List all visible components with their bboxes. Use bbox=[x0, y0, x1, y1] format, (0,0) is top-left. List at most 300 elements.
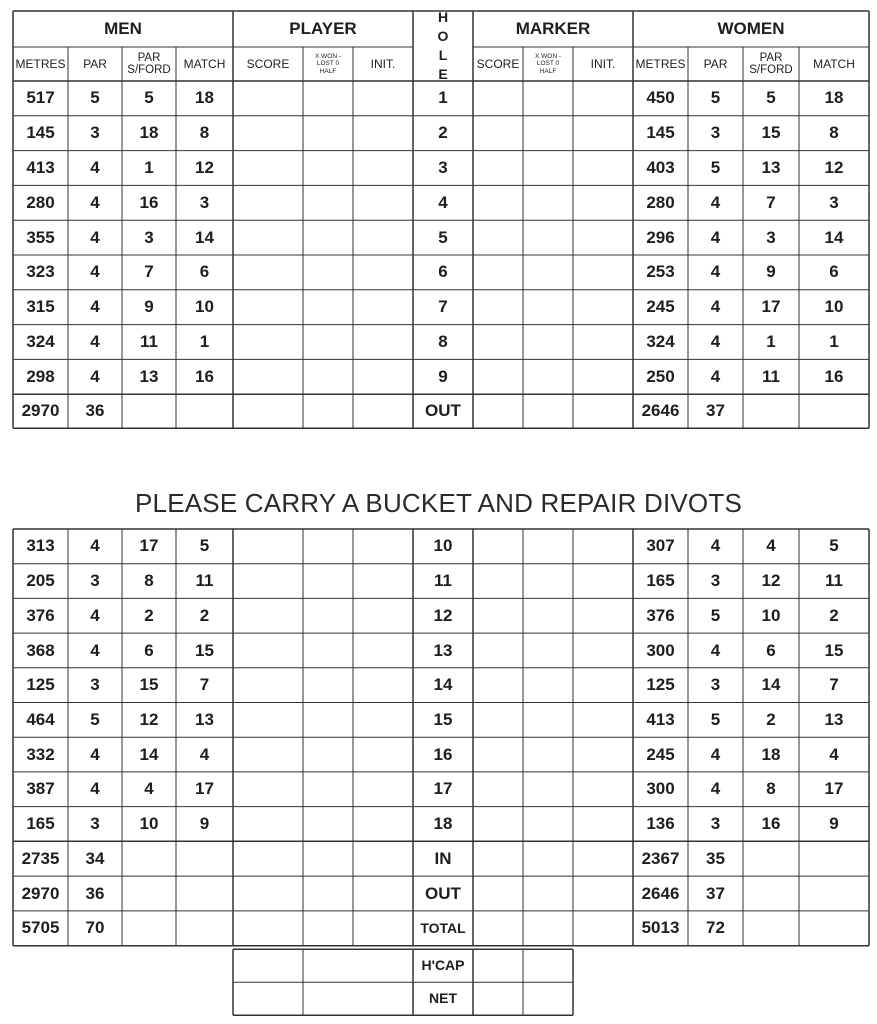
hole-header-letter: H bbox=[437, 9, 449, 26]
marker-init-cell[interactable] bbox=[573, 325, 633, 360]
women-match-cell: 17 bbox=[824, 779, 844, 799]
men-match-cell bbox=[176, 911, 233, 946]
men-metres-cell: 5705 bbox=[21, 918, 60, 938]
player-xwl-cell[interactable] bbox=[303, 394, 353, 428]
women-par-header: PAR bbox=[703, 56, 728, 71]
women-par-sford-cell: 3 bbox=[766, 227, 776, 247]
women-metres-cell: 250 bbox=[646, 366, 675, 386]
men-match-cell: 14 bbox=[195, 227, 214, 247]
men-par-header: PAR bbox=[83, 56, 107, 71]
player-xwl-cell[interactable] bbox=[303, 359, 353, 394]
women-metres-cell: 253 bbox=[646, 262, 675, 282]
women-par-sford-cell: 7 bbox=[766, 192, 776, 212]
player-xwl-cell[interactable] bbox=[303, 876, 353, 911]
marker-score-header: SCORE bbox=[476, 56, 520, 71]
hole-number-cell: 17 bbox=[433, 779, 453, 799]
men-match-cell: 4 bbox=[199, 744, 210, 764]
marker-score-cell[interactable] bbox=[473, 841, 523, 876]
men-match-cell: 3 bbox=[199, 192, 210, 212]
women-par-cell: 3 bbox=[710, 675, 721, 695]
player-init-cell[interactable] bbox=[353, 633, 413, 668]
player-xwl-header: X WON - LOST 0 HALF bbox=[315, 52, 341, 75]
women-par-sford-cell: 6 bbox=[766, 640, 776, 660]
men-par-cell: 3 bbox=[90, 123, 100, 143]
men-par-cell: 36 bbox=[85, 883, 105, 903]
player-init-cell[interactable] bbox=[353, 290, 413, 325]
men-match-cell: 17 bbox=[195, 779, 214, 799]
player-init-cell[interactable] bbox=[353, 564, 413, 599]
player-init-cell[interactable] bbox=[353, 529, 413, 564]
men-par-cell: 4 bbox=[90, 192, 100, 212]
marker-init-cell[interactable] bbox=[573, 876, 633, 911]
player-net-extra-cell[interactable] bbox=[303, 982, 353, 1015]
men-par-sford-cell: 6 bbox=[144, 640, 154, 660]
women-metres-cell: 245 bbox=[646, 297, 675, 317]
men-metres-cell: 2970 bbox=[21, 883, 60, 903]
player-score-header: SCORE bbox=[246, 56, 290, 71]
player-score-cell[interactable] bbox=[233, 290, 303, 325]
player-init-cell[interactable] bbox=[353, 703, 413, 738]
marker-xwl-header: X WON - LOST 0 HALF bbox=[535, 52, 561, 75]
player-xwl-cell[interactable] bbox=[303, 151, 353, 186]
hole-number-cell: 7 bbox=[438, 297, 448, 317]
women-metres-cell: 280 bbox=[646, 192, 675, 212]
player-init-cell[interactable] bbox=[353, 807, 413, 842]
marker-score-cell[interactable] bbox=[473, 703, 523, 738]
marker-score-cell[interactable] bbox=[473, 807, 523, 842]
player-header: PLAYER bbox=[289, 19, 357, 39]
player-xwl-cell[interactable] bbox=[303, 185, 353, 220]
marker-score-cell[interactable] bbox=[473, 564, 523, 599]
hole-number-cell: 9 bbox=[438, 366, 448, 386]
women-par-cell: 3 bbox=[710, 123, 721, 143]
marker-init-cell[interactable] bbox=[573, 151, 633, 186]
marker-init-header: INIT. bbox=[590, 56, 616, 71]
women-metres-cell: 5013 bbox=[641, 918, 680, 938]
men-par-cell: 4 bbox=[90, 297, 100, 317]
player-xwl-cell[interactable] bbox=[303, 911, 353, 946]
marker-xwl-cell[interactable] bbox=[523, 564, 573, 599]
marker-xwl-cell[interactable] bbox=[523, 598, 573, 633]
player-xwl-cell[interactable] bbox=[303, 841, 353, 876]
men-par-sford-cell: 1 bbox=[144, 158, 154, 178]
women-metres-cell: 2646 bbox=[641, 883, 680, 903]
men-par-sford-cell: 4 bbox=[144, 779, 154, 799]
women-par-sford-cell bbox=[743, 841, 799, 876]
marker-init-cell[interactable] bbox=[573, 564, 633, 599]
men-metres-cell: 2970 bbox=[21, 401, 60, 421]
player-xwl-cell[interactable] bbox=[303, 290, 353, 325]
player-score-cell[interactable] bbox=[233, 220, 303, 255]
men-par-cell: 3 bbox=[90, 675, 100, 695]
player-net-score-cell[interactable] bbox=[233, 982, 303, 1015]
player-xwl-cell[interactable] bbox=[303, 737, 353, 772]
hole-number-cell: 3 bbox=[438, 158, 448, 178]
marker-score-cell[interactable] bbox=[473, 255, 523, 290]
men-metres-cell: 324 bbox=[26, 332, 55, 352]
marker-xwl-cell[interactable] bbox=[523, 394, 573, 428]
marker-init-cell[interactable] bbox=[573, 668, 633, 703]
women-par-sford-cell: 11 bbox=[762, 366, 780, 386]
marker-init-cell[interactable] bbox=[573, 529, 633, 564]
player-init-cell[interactable] bbox=[353, 598, 413, 633]
men-metres-cell: 145 bbox=[26, 123, 55, 143]
hole-number-cell: 15 bbox=[433, 709, 453, 729]
men-match-cell: 8 bbox=[199, 123, 210, 143]
marker-score-cell[interactable] bbox=[473, 151, 523, 186]
women-par-cell: 72 bbox=[706, 918, 725, 938]
men-par-sford-cell: 5 bbox=[144, 88, 154, 108]
marker-init-cell[interactable] bbox=[573, 633, 633, 668]
marker-xwl-cell[interactable] bbox=[523, 185, 573, 220]
marker-init-cell[interactable] bbox=[573, 737, 633, 772]
player-score-cell[interactable] bbox=[233, 633, 303, 668]
women-match-cell: 16 bbox=[824, 366, 844, 386]
player-init-cell[interactable] bbox=[353, 325, 413, 360]
men-par-cell: 4 bbox=[90, 332, 100, 352]
player-score-cell[interactable] bbox=[233, 81, 303, 116]
marker-init-cell[interactable] bbox=[573, 703, 633, 738]
player-init-cell[interactable] bbox=[353, 151, 413, 186]
marker-xwl-cell[interactable] bbox=[523, 325, 573, 360]
men-match-cell: 13 bbox=[195, 709, 214, 729]
marker-xwl-cell[interactable] bbox=[523, 255, 573, 290]
marker-score-cell[interactable] bbox=[473, 359, 523, 394]
men-par-cell: 4 bbox=[90, 536, 100, 556]
marker-init-cell[interactable] bbox=[573, 359, 633, 394]
women-par-sford-cell: 4 bbox=[766, 536, 776, 556]
player-xwl-cell[interactable] bbox=[303, 633, 353, 668]
marker-init-cell[interactable] bbox=[573, 185, 633, 220]
women-par-cell: 5 bbox=[710, 158, 721, 178]
men-par-sford-cell bbox=[122, 911, 176, 946]
women-match-cell: 12 bbox=[824, 158, 844, 178]
marker-score-cell[interactable] bbox=[473, 598, 523, 633]
men-par-sford-cell: 7 bbox=[144, 262, 154, 282]
women-par-cell: 37 bbox=[706, 401, 725, 421]
women-match-cell: 3 bbox=[829, 192, 839, 212]
men-metres-cell: 332 bbox=[26, 744, 55, 764]
player-init-cell[interactable] bbox=[353, 911, 413, 946]
men-par-sford-cell: 15 bbox=[139, 675, 159, 695]
men-par-sford-cell bbox=[122, 876, 176, 911]
marker-init-cell[interactable] bbox=[573, 220, 633, 255]
women-par-sford-cell: 10 bbox=[761, 605, 781, 625]
marker-init-cell[interactable] bbox=[573, 116, 633, 151]
marker-xwl-cell[interactable] bbox=[523, 81, 573, 116]
men-metres-header: METRES bbox=[15, 56, 66, 71]
marker-score-cell[interactable] bbox=[473, 772, 523, 807]
player-xwl-cell[interactable] bbox=[303, 564, 353, 599]
marker-xwl-cell[interactable] bbox=[523, 841, 573, 876]
player-init-cell[interactable] bbox=[353, 668, 413, 703]
women-par-sford-cell: 12 bbox=[761, 571, 781, 591]
player-score-cell[interactable] bbox=[233, 598, 303, 633]
women-par-sford-cell: 5 bbox=[766, 88, 776, 108]
men-par-cell: 4 bbox=[90, 640, 100, 660]
player-score-cell[interactable] bbox=[233, 394, 303, 428]
men-par-sford-header: PAR S/FORD bbox=[127, 51, 171, 76]
player-init-cell[interactable] bbox=[353, 876, 413, 911]
marker-net-extra-cell[interactable] bbox=[523, 982, 573, 1015]
marker-hcap-extra-cell[interactable] bbox=[523, 949, 573, 982]
women-metres-cell: 300 bbox=[646, 779, 675, 799]
marker-init-cell[interactable] bbox=[573, 394, 633, 428]
men-match-cell bbox=[176, 876, 233, 911]
player-score-cell[interactable] bbox=[233, 737, 303, 772]
hole-header bbox=[413, 11, 473, 81]
women-metres-cell: 403 bbox=[646, 158, 675, 178]
hcap-label: H'CAP bbox=[421, 957, 465, 974]
marker-xwl-cell[interactable] bbox=[523, 772, 573, 807]
player-init-cell[interactable] bbox=[353, 359, 413, 394]
marker-hcap-score-cell[interactable] bbox=[473, 949, 523, 982]
player-xwl-cell[interactable] bbox=[303, 255, 353, 290]
women-par-sford-cell bbox=[743, 876, 799, 911]
women-metres-cell: 296 bbox=[646, 227, 675, 247]
player-init-cell[interactable] bbox=[353, 737, 413, 772]
women-par-cell: 4 bbox=[710, 640, 721, 660]
women-match-cell bbox=[799, 841, 869, 876]
men-par-sford-cell bbox=[122, 841, 176, 876]
player-score-cell[interactable] bbox=[233, 116, 303, 151]
men-par-cell: 4 bbox=[90, 366, 100, 386]
marker-net-score-cell[interactable] bbox=[473, 982, 523, 1015]
player-xwl-cell[interactable] bbox=[303, 668, 353, 703]
women-metres-cell: 300 bbox=[646, 640, 675, 660]
player-score-cell[interactable] bbox=[233, 876, 303, 911]
player-score-cell[interactable] bbox=[233, 185, 303, 220]
women-match-cell bbox=[799, 394, 869, 428]
men-par-sford-cell: 3 bbox=[144, 227, 154, 247]
women-match-cell: 2 bbox=[829, 605, 839, 625]
marker-xwl-cell[interactable] bbox=[523, 737, 573, 772]
player-score-cell[interactable] bbox=[233, 841, 303, 876]
player-init-cell[interactable] bbox=[353, 394, 413, 428]
men-par-sford-cell: 9 bbox=[144, 297, 154, 317]
marker-score-cell[interactable] bbox=[473, 81, 523, 116]
marker-init-cell[interactable] bbox=[573, 81, 633, 116]
marker-xwl-cell[interactable] bbox=[523, 220, 573, 255]
hole-number-cell: 10 bbox=[433, 536, 453, 556]
marker-score-cell[interactable] bbox=[473, 325, 523, 360]
men-par-sford-cell: 14 bbox=[139, 744, 159, 764]
player-score-cell[interactable] bbox=[233, 807, 303, 842]
player-score-cell[interactable] bbox=[233, 772, 303, 807]
men-par-sford-cell: 11 bbox=[140, 332, 158, 352]
marker-init-cell[interactable] bbox=[573, 911, 633, 946]
marker-init-cell[interactable] bbox=[573, 807, 633, 842]
men-par-cell: 5 bbox=[90, 88, 100, 108]
women-match-cell bbox=[799, 911, 869, 946]
marker-xwl-cell[interactable] bbox=[523, 911, 573, 946]
player-xwl-cell[interactable] bbox=[303, 116, 353, 151]
marker-score-cell[interactable] bbox=[473, 529, 523, 564]
player-score-cell[interactable] bbox=[233, 668, 303, 703]
marker-score-cell[interactable] bbox=[473, 185, 523, 220]
player-hcap-score-cell[interactable] bbox=[233, 949, 303, 982]
men-par-sford-cell: 18 bbox=[139, 123, 159, 143]
marker-xwl-cell[interactable] bbox=[523, 116, 573, 151]
women-par-cell: 4 bbox=[710, 192, 721, 212]
women-par-sford-cell: 16 bbox=[761, 814, 781, 834]
player-xwl-cell[interactable] bbox=[303, 529, 353, 564]
women-match-cell: 5 bbox=[829, 536, 839, 556]
marker-score-cell[interactable] bbox=[473, 633, 523, 668]
women-par-cell: 37 bbox=[706, 883, 725, 903]
marker-xwl-cell[interactable] bbox=[523, 668, 573, 703]
marker-xwl-cell[interactable] bbox=[523, 807, 573, 842]
player-score-cell[interactable] bbox=[233, 359, 303, 394]
women-metres-cell: 2646 bbox=[641, 401, 680, 421]
men-metres-cell: 376 bbox=[26, 605, 55, 625]
women-match-cell: 4 bbox=[829, 744, 839, 764]
men-match-cell: 10 bbox=[195, 297, 214, 317]
men-metres-cell: 315 bbox=[26, 297, 55, 317]
women-par-cell: 4 bbox=[710, 536, 721, 556]
women-metres-cell: 413 bbox=[646, 709, 675, 729]
hole-number-cell: IN bbox=[434, 848, 452, 868]
women-match-cell: 6 bbox=[829, 262, 839, 282]
player-score-cell[interactable] bbox=[233, 703, 303, 738]
scorecard-front-nine bbox=[13, 11, 869, 429]
men-par-cell: 4 bbox=[90, 605, 100, 625]
men-par-cell: 3 bbox=[90, 571, 100, 591]
women-match-cell: 7 bbox=[829, 675, 839, 695]
player-score-cell[interactable] bbox=[233, 564, 303, 599]
men-match-cell: 18 bbox=[195, 88, 214, 108]
divot-notice: PLEASE CARRY A BUCKET AND REPAIR DIVOTS bbox=[135, 488, 742, 518]
player-init-cell[interactable] bbox=[353, 185, 413, 220]
men-match-cell: 7 bbox=[199, 675, 210, 695]
women-par-cell: 5 bbox=[710, 709, 721, 729]
player-xwl-cell[interactable] bbox=[303, 703, 353, 738]
women-par-sford-cell: 15 bbox=[761, 123, 781, 143]
marker-score-cell[interactable] bbox=[473, 737, 523, 772]
player-init-cell[interactable] bbox=[353, 772, 413, 807]
men-metres-cell: 368 bbox=[26, 640, 55, 660]
player-init-cell[interactable] bbox=[353, 255, 413, 290]
men-par-cell: 70 bbox=[85, 918, 105, 938]
player-xwl-cell[interactable] bbox=[303, 220, 353, 255]
player-hcap-extra-cell[interactable] bbox=[303, 949, 353, 982]
hole-header-letter: O bbox=[437, 28, 449, 45]
women-par-cell: 3 bbox=[710, 814, 721, 834]
player-score-cell[interactable] bbox=[233, 911, 303, 946]
women-metres-cell: 324 bbox=[646, 332, 675, 352]
women-par-sford-header: PAR S/FORD bbox=[749, 51, 793, 76]
women-metres-header: METRES bbox=[635, 56, 686, 71]
marker-init-cell[interactable] bbox=[573, 290, 633, 325]
marker-score-cell[interactable] bbox=[473, 876, 523, 911]
player-xwl-cell[interactable] bbox=[303, 325, 353, 360]
hole-number-cell: 13 bbox=[433, 640, 453, 660]
player-score-cell[interactable] bbox=[233, 325, 303, 360]
player-init-cell[interactable] bbox=[353, 116, 413, 151]
women-par-cell: 4 bbox=[710, 297, 721, 317]
women-metres-cell: 450 bbox=[646, 88, 675, 108]
marker-score-cell[interactable] bbox=[473, 394, 523, 428]
player-xwl-cell[interactable] bbox=[303, 807, 353, 842]
marker-xwl-cell[interactable] bbox=[523, 290, 573, 325]
men-par-cell: 36 bbox=[85, 401, 105, 421]
women-match-cell: 18 bbox=[824, 88, 844, 108]
hole-number-cell: TOTAL bbox=[420, 919, 466, 936]
men-metres-cell: 313 bbox=[26, 536, 55, 556]
men-par-sford-cell: 16 bbox=[139, 192, 159, 212]
women-match-cell: 9 bbox=[829, 814, 839, 834]
marker-xwl-cell[interactable] bbox=[523, 703, 573, 738]
women-metres-cell: 136 bbox=[646, 814, 675, 834]
marker-score-cell[interactable] bbox=[473, 290, 523, 325]
men-par-cell: 34 bbox=[85, 848, 105, 868]
hole-header-letter: L bbox=[438, 47, 448, 63]
women-match-cell: 14 bbox=[824, 227, 844, 247]
men-match-cell: 6 bbox=[199, 262, 210, 282]
player-init-cell[interactable] bbox=[353, 220, 413, 255]
men-par-sford-cell: 10 bbox=[139, 814, 159, 834]
women-par-sford-cell: 13 bbox=[761, 158, 781, 178]
men-metres-cell: 413 bbox=[26, 158, 55, 178]
player-score-cell[interactable] bbox=[233, 255, 303, 290]
men-par-cell: 5 bbox=[90, 709, 100, 729]
men-match-header: MATCH bbox=[183, 56, 226, 71]
men-header: MEN bbox=[104, 19, 142, 39]
men-par-cell: 4 bbox=[90, 779, 100, 799]
marker-xwl-cell[interactable] bbox=[523, 876, 573, 911]
marker-xwl-cell[interactable] bbox=[523, 359, 573, 394]
player-score-cell[interactable] bbox=[233, 151, 303, 186]
player-xwl-cell[interactable] bbox=[303, 598, 353, 633]
player-init-cell[interactable] bbox=[353, 81, 413, 116]
marker-score-cell[interactable] bbox=[473, 116, 523, 151]
hole-number-cell: 2 bbox=[438, 123, 448, 143]
marker-score-cell[interactable] bbox=[473, 220, 523, 255]
player-init-cell[interactable] bbox=[353, 841, 413, 876]
marker-init-cell[interactable] bbox=[573, 255, 633, 290]
player-score-cell[interactable] bbox=[233, 529, 303, 564]
men-metres-cell: 517 bbox=[26, 88, 55, 108]
player-xwl-cell[interactable] bbox=[303, 81, 353, 116]
men-par-sford-cell: 17 bbox=[139, 536, 159, 556]
women-par-cell: 4 bbox=[710, 262, 721, 282]
hole-number-cell: 5 bbox=[438, 227, 448, 247]
men-match-cell: 9 bbox=[199, 814, 210, 834]
marker-init-cell[interactable] bbox=[573, 841, 633, 876]
men-par-cell: 4 bbox=[90, 227, 100, 247]
marker-xwl-cell[interactable] bbox=[523, 529, 573, 564]
women-metres-cell: 165 bbox=[646, 571, 675, 591]
marker-score-cell[interactable] bbox=[473, 911, 523, 946]
player-xwl-cell[interactable] bbox=[303, 772, 353, 807]
men-match-cell: 12 bbox=[195, 158, 214, 178]
men-par-sford-cell: 13 bbox=[139, 366, 159, 386]
women-par-cell: 5 bbox=[710, 88, 721, 108]
marker-xwl-cell[interactable] bbox=[523, 633, 573, 668]
men-match-cell: 5 bbox=[199, 536, 210, 556]
hole-number-cell: OUT bbox=[425, 401, 461, 421]
men-par-sford-cell bbox=[122, 394, 176, 428]
men-metres-cell: 280 bbox=[26, 192, 55, 212]
marker-init-cell[interactable] bbox=[573, 598, 633, 633]
hole-number-cell: 11 bbox=[434, 571, 452, 591]
women-par-cell: 5 bbox=[710, 605, 721, 625]
marker-score-cell[interactable] bbox=[473, 668, 523, 703]
marker-xwl-cell[interactable] bbox=[523, 151, 573, 186]
women-par-sford-cell: 8 bbox=[766, 779, 776, 799]
marker-init-cell[interactable] bbox=[573, 772, 633, 807]
men-par-sford-cell: 12 bbox=[139, 709, 159, 729]
